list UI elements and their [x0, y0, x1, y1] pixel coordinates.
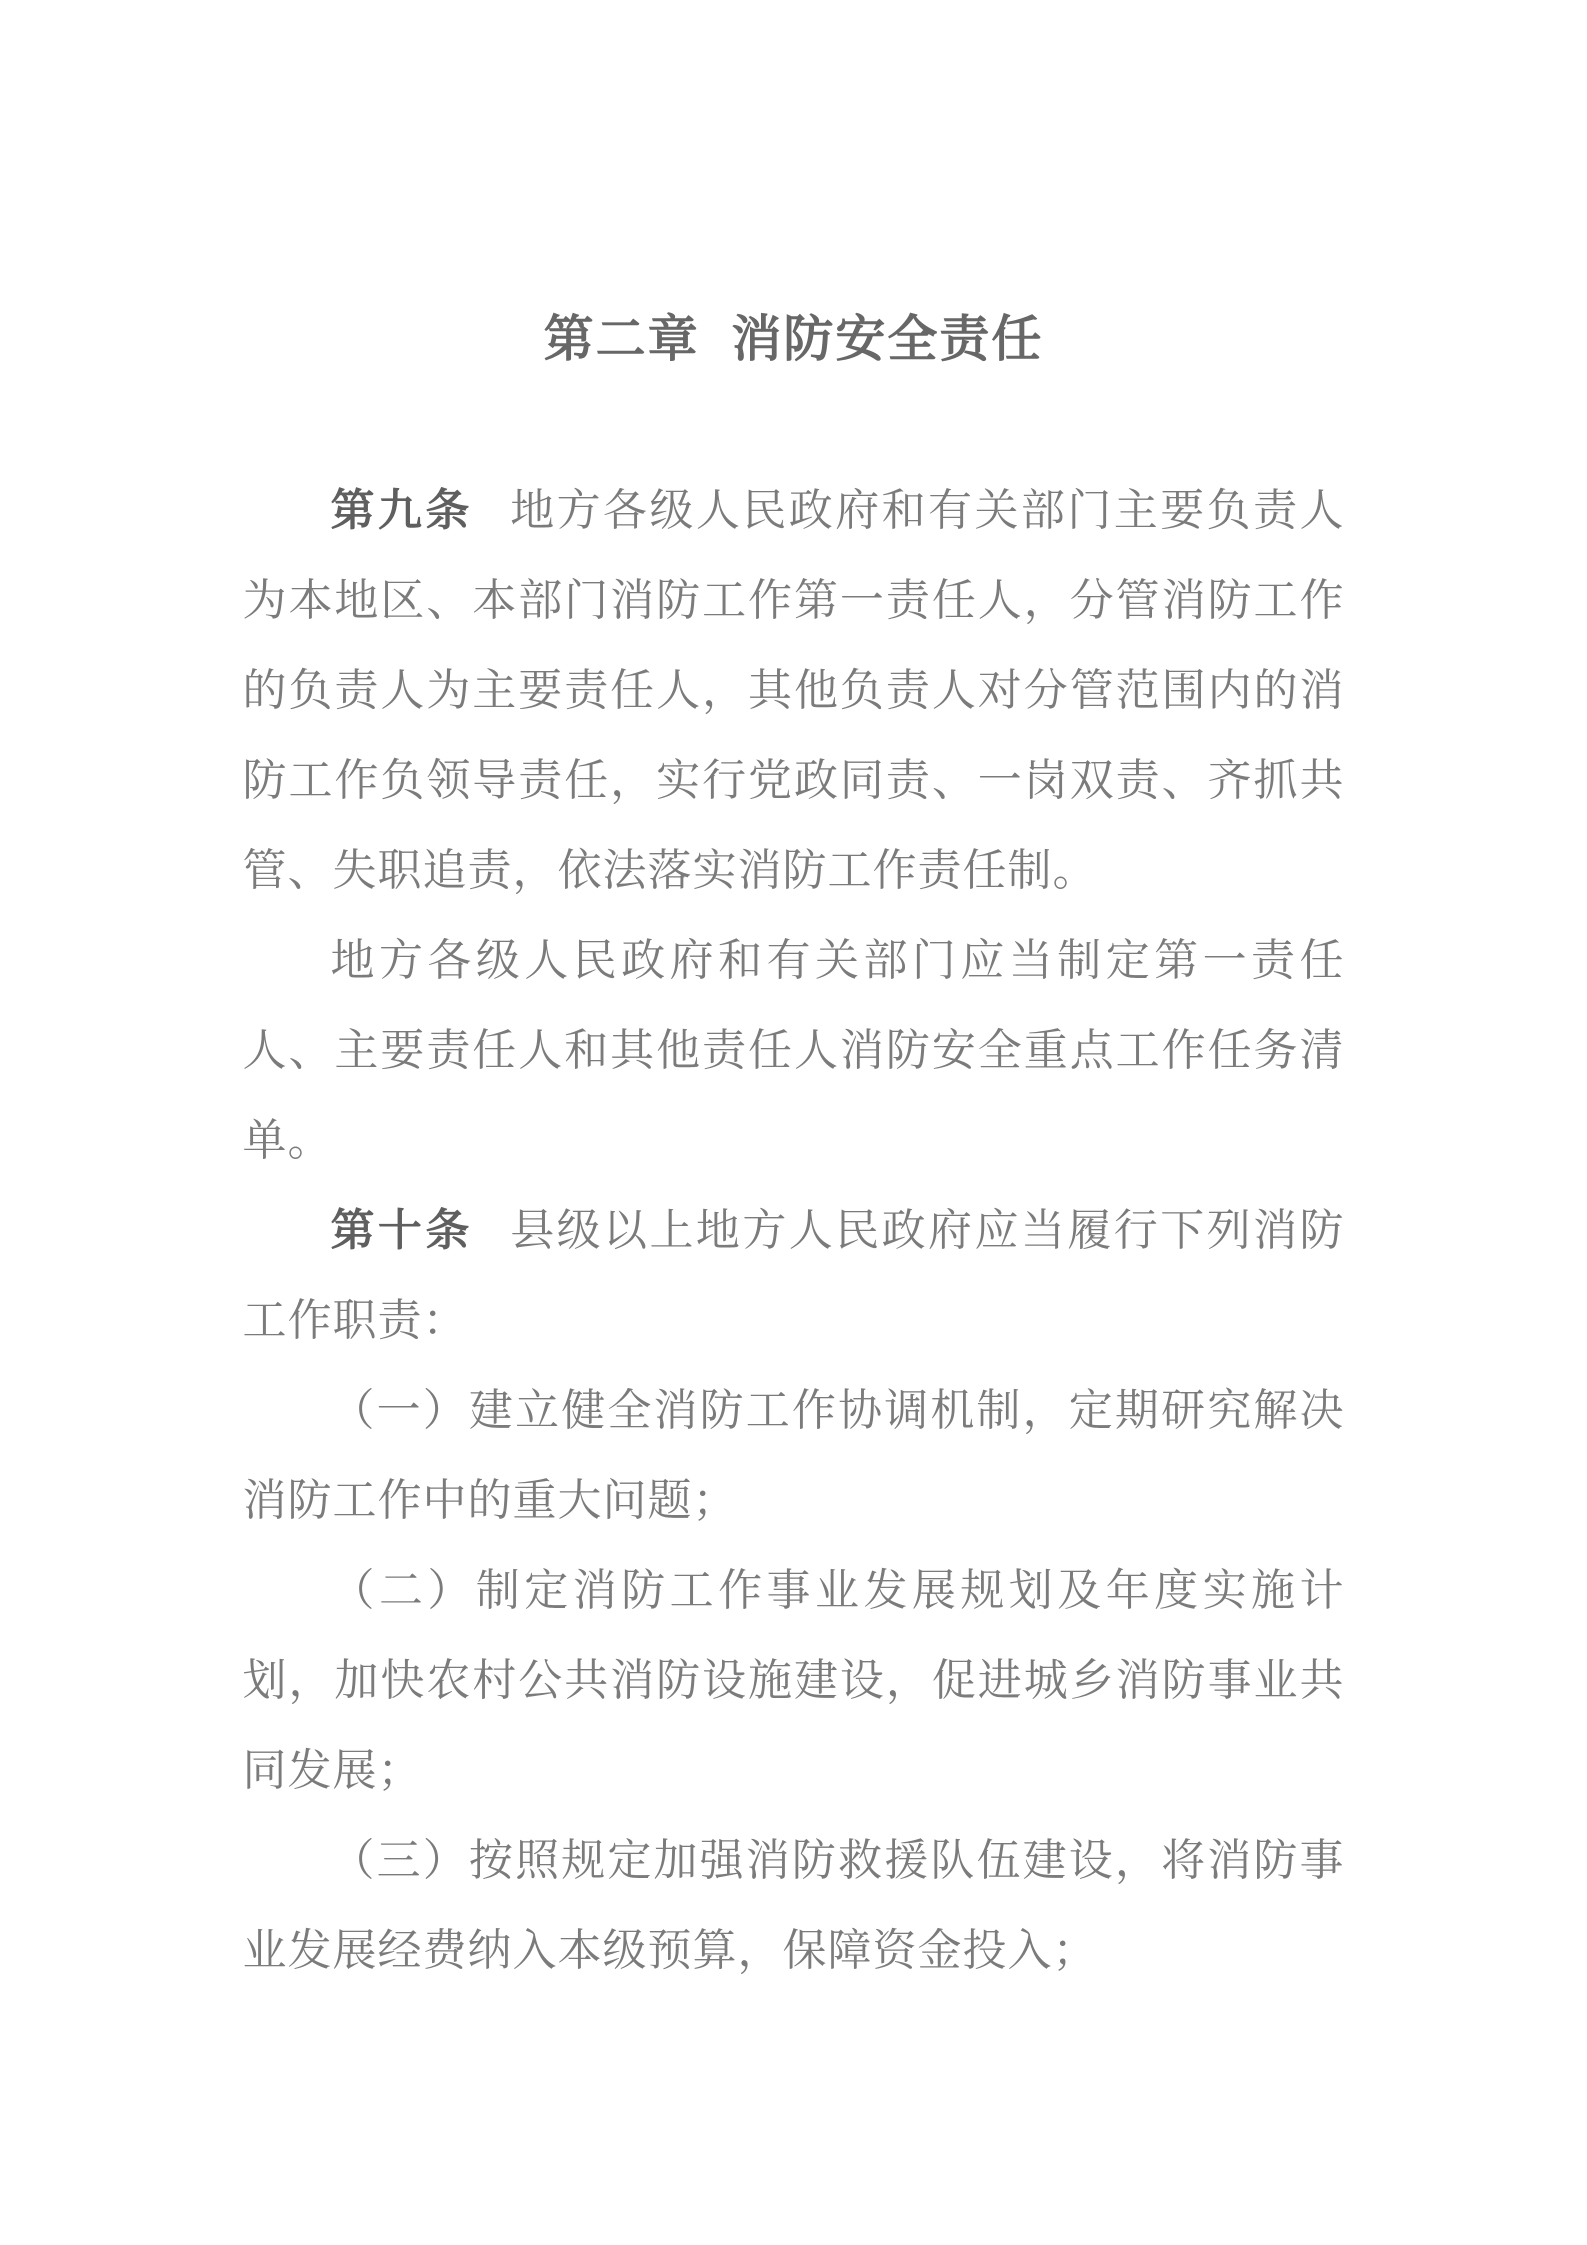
article-label: 第九条	[330, 486, 473, 535]
paragraph-text: （二）制定消防工作事业发展规划及年度实施计划，加快农村公共消防设施建设，促进城乡消防事业共同发展；	[242, 1566, 1345, 1795]
paragraph	[243, 916, 1345, 1186]
chapter-title: 第二章 消防安全责任	[543, 311, 1044, 367]
paragraph-item-1	[243, 1366, 1345, 1546]
paragraph-article-10	[243, 1186, 1345, 1366]
paragraph-text: 县级以上地方人民政府应当履行下列消防工作职责：	[242, 1206, 1345, 1345]
paragraph-item-3	[243, 1816, 1345, 1996]
paragraph-text: 地方各级人民政府和有关部门应当制定第一责任人、主要责任人和其他责任人消防安全重点工作任务清单。	[242, 936, 1345, 1165]
paragraph-text: 地方各级人民政府和有关部门主要负责人为本地区、本部门消防工作第一责任人，分管消防工作的负责人为主要责任人，其他负责人对分管范围内的消防工作负领导责任，实行党政同责、一岗双责、齐抓共管、失职追责，依法落实消防工作责任制。	[242, 486, 1345, 895]
paragraph-text: （一）建立健全消防工作协调机制，定期研究解决消防工作中的重大问题；	[242, 1386, 1345, 1525]
paragraph-text: （三）按照规定加强消防救援队伍建设，将消防事业发展经费纳入本级预算，保障资金投入；	[242, 1836, 1345, 1975]
document-body	[243, 466, 1345, 1996]
article-label: 第十条	[330, 1206, 473, 1255]
paragraph-article-9	[243, 466, 1345, 916]
paragraph-item-2	[243, 1546, 1345, 1816]
